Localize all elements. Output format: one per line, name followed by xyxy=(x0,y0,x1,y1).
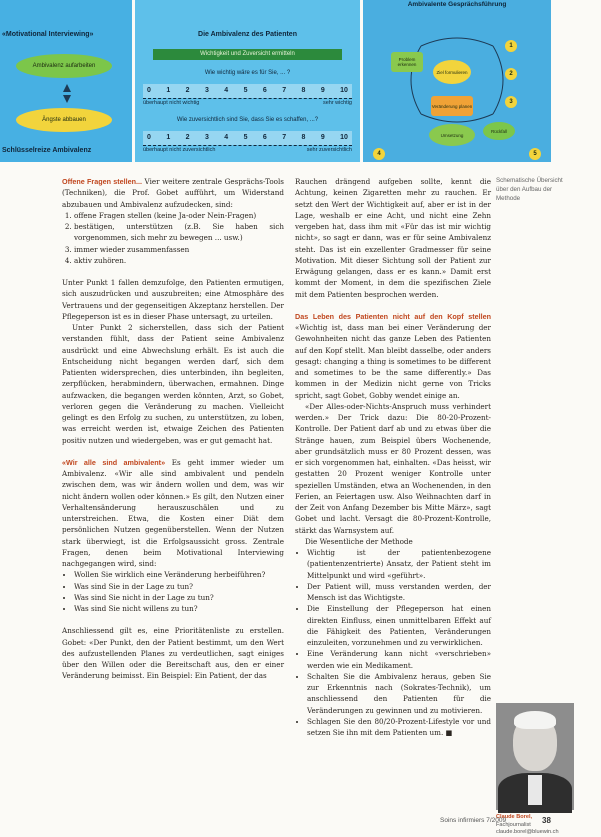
list-item: • Schalten Sie die Ambivalenz heraus, geben Sie zur Erkenntnis nach (Sokrates-Technik), um anschliessend den Patienten für die Veränderungen zu gewinnen und zu motivieren. xyxy=(307,671,491,716)
scale-number: 1 xyxy=(166,134,171,141)
scale-number: 10 xyxy=(340,87,348,94)
list-item: • Der Patient will, muss verstanden werden, der Mensch ist das Wichtigste. xyxy=(307,581,491,604)
author-role: Fachjournalist xyxy=(496,821,531,828)
list-item: • Was sind Sie nicht willens zu tun? xyxy=(74,603,284,614)
scale-number: 3 xyxy=(204,87,209,94)
paragraph: Unter Punkt 1 fallen demzufolge, den Patienten ermutigen, sich auszudrücken und auszubreiten; eine Atmosphäre des Vertrauens und der gegenseitigen Akzeptanz herstellen. Der Pflegeperson ist es in dieser Phase untersagt, zu urteilen. xyxy=(62,278,284,321)
scale-high-label: sehr zuversichtlich xyxy=(306,147,352,153)
scale-number: 4 xyxy=(224,87,229,94)
process-box: Problem erkennen xyxy=(391,52,423,72)
scale-number: 9 xyxy=(320,134,325,141)
process-box: Veränderung planen xyxy=(431,96,473,116)
list-item: 3. immer wieder zusammenfassen xyxy=(74,244,284,255)
paragraph xyxy=(62,176,284,210)
list-item: • Was sind Sie nicht in der Lage zu tun? xyxy=(74,592,284,603)
paragraph: «Der Alles-oder-Nichts-Anspruch muss verhindert werden.» Der Trick dazu: Die 80-20-Prozent-Kontrolle. Der Patient darf ab und zu etwas über die Stränge hauen, zum Beispiel übers Wochenende, aber grundsätzlich muss er 80 Prozent dessen, was er sich vorgenommen hat, einhalten. «Das heisst, wir gestatten 20 Prozent weniger Kontrolle unter speziellen Umständen, etwa an Wochenenden, in den Ferien, an Feiertagen usw. Also Weihnachten darf in der Zeit von Anfang Dezember bis Mitte März», sagt Gobet und lacht. Versagt die 80-Prozent-Kontrolle, stärkt das Warnsystem auf. xyxy=(295,401,491,535)
scale-number: 10 xyxy=(340,134,348,141)
list-item: 2. bestätigen, unterstützen (z.B. Sie haben sich vorgenommen, sich mehr zu bewegen ... usw.) xyxy=(74,221,284,244)
article-column-right xyxy=(295,176,491,738)
scale-number: 4 xyxy=(224,134,229,141)
oval-ambivalence: Ambivalenz aufarbeiten xyxy=(16,54,112,78)
step-number: 1 xyxy=(505,40,517,52)
author-email: claude.borel@bluewin.ch xyxy=(496,829,559,835)
scale-line xyxy=(143,98,352,99)
list-item: 4. aktiv zuhören. xyxy=(74,255,284,266)
figure-process-cycle xyxy=(363,0,551,162)
scale-number: 7 xyxy=(282,87,287,94)
scale-number: 8 xyxy=(301,87,306,94)
section-heading: «Wir alle sind ambivalent» xyxy=(62,457,166,467)
author-bio xyxy=(496,814,586,837)
scale-number: 5 xyxy=(243,87,248,94)
figure-title: Die Ambivalenz des Patienten xyxy=(198,31,297,38)
figure-ambivalence-scale xyxy=(135,0,360,162)
scale-ends xyxy=(143,147,352,153)
paragraph-text: «Wichtig ist, dass man bei einer Veränderung der Gewohnheiten nicht das ganze Leben des Patienten auf den Kopf stellt. Man bleibt dasselbe, oder anders gesagt: changing a thing is sometimes to be different and sometimes to be the same differently.» Das kommen in der Medizin nicht gerne von Tricks spricht, sagt Gobet, Gobby wendet einige an. xyxy=(295,323,491,400)
paragraph: Unter Punkt 2 sicherstellen, dass sich der Patient verstanden fühlt, dass der Patient seine Ambivalenz ausdrückt und eine Abwechslung erhält. Es ist auch die Entscheidung nicht begangen werden darf, sich dem Patienten widersprechen, dies unterbinden, ihn begleiten, zerpflücken, herabmindern, überwachen, ermahnen. Dinge aufzwacken, die begangen werden könnten, Arzt, so Gobet, verloren gegen die Veränderung zu machen. Vielleicht gelingt es den Erfolg zu suchen, zu unterstützen, zu loben, was erreicht werden ist, etwaige Zeichen des Patienten positiv nutzen und wiedergeben, was er gut gemacht hat. xyxy=(62,323,284,445)
paragraph: Anschliessend gilt es, eine Prioritätenliste zu erstellen. Gobet: «Der Punkt, den der Patient bestimmt, um den Wert des aufzustellenden Planes zu verdeutlichen, sagt einiges über den Willen oder die Bereitschaft aus, den er einer Veränderung beimisst. Ein Beispiel: Ein Patient, der das xyxy=(62,626,284,681)
author-name: Claude Borel, xyxy=(496,814,533,820)
paragraph-text: Es geht immer wieder um Ambivalenz. «Wir alle sind ambivalent und pendeln zwischen dem, was wir ändern wollen und dem, was wir nicht ändern wollen oder können.» Es gilt, den Nutzen einer Verhaltensänderung herauszuschälen und zu unterstreichen. Etwa, die Kosten einer Diät dem persönlichen Nutzen gegenüberstellen. Wenn der Nutzen stark überwiegt, ist die Erfolgsaussicht gross. Zentrale Fragen, denen beim Motivational Interviewing nachgegangen wird, sind: xyxy=(62,457,284,568)
list-item: • Was sind Sie in der Lage zu tun? xyxy=(74,581,284,592)
arrow-up-icon xyxy=(63,84,71,92)
step-number: 3 xyxy=(505,96,517,108)
question-confidence: Wie zuversichtlich sind Sie, dass Sie es schaffen, ...? xyxy=(176,117,319,123)
process-box: Umsetzung xyxy=(429,124,475,146)
list-item: 1. offene Fragen stellen (keine Ja-oder Nein-Fragen) xyxy=(74,210,284,221)
scale-number: 0 xyxy=(147,134,151,141)
list-item: • Eine Veränderung kann nicht «verschrieben» werden wie ein Medikament. xyxy=(307,648,491,671)
question-list xyxy=(62,569,284,614)
question-importance: Wie wichtig wäre es für Sie, ... ? xyxy=(204,70,291,76)
step-number: 5 xyxy=(529,148,541,160)
scale-number: 8 xyxy=(301,134,306,141)
scale-number: 2 xyxy=(185,134,190,141)
step-number: 2 xyxy=(505,68,517,80)
process-box: Ziel formulieren xyxy=(433,60,471,84)
list-item: • Wichtig ist der patientenbezogene (patientenzentrierte) Ansatz, der Patient steht im Mittelpunkt und wird «geführt». xyxy=(307,547,491,581)
scale-line xyxy=(143,145,352,146)
step-number: 4 xyxy=(373,148,385,160)
paragraph xyxy=(295,311,491,401)
oval-fears: Ängste abbauen xyxy=(16,108,112,132)
scale-confidence xyxy=(143,131,352,145)
scale-number: 1 xyxy=(166,87,171,94)
list-item: • Die Einstellung der Pflegeperson hat einen direkten Einfluss, einen unmittelbaren Effekt auf die Fähigkeit des Patienten, Veränderungen einzuleiten, vorzunehmen und zu verwirklichen. xyxy=(307,603,491,648)
scale-number: 3 xyxy=(204,134,209,141)
figure-motivational-interviewing xyxy=(0,0,132,162)
magazine-footer: Soins infirmiers 7/2009 xyxy=(440,817,507,824)
green-bar: Wichtigkeit und Zuversicht ermitteln xyxy=(153,49,342,60)
scale-importance xyxy=(143,84,352,98)
process-box: Rückfall xyxy=(483,122,515,140)
scale-number: 2 xyxy=(185,87,190,94)
figure-title: «Motivational Interviewing» xyxy=(2,31,94,38)
scale-number: 7 xyxy=(282,134,287,141)
list-item: • Wollen Sie wirklich eine Veränderung herbeiführen? xyxy=(74,569,284,580)
scale-low-label: überhaupt nicht wichtig xyxy=(143,100,200,106)
paragraph: Rauchen drängend aufgeben sollte, kennt die Achtung, keinen Zigaretten mehr zu rauchen. Er setzt den Wert der Wichtigkeit auf, aber er ist in der Lage, weshalb er eine Acht, und nicht eine Zehn vergeben hat, dass ihm mit «Für das ist mir wichtig nicht», so sagt er dann, was er für seine Ambivalenz steht. Das ist ein exzellenter Gradmesser für seine Motivation. Mit dieser Sichtung soll der Patient zur Erwägung gelangen, dass er es kann.» Damit erst kommt der Moment, in dem die spezifischen Ziele mit dem Patienten besprochen werden. xyxy=(295,177,491,299)
page-number: 38 xyxy=(542,816,551,825)
paragraph-text: Vier weitere zentrale Gesprächs-Tools (Techniken), die Prof. Gobet aufführt, um Widerstand abzubauen und Ambivalenz aufzudecken, sind: xyxy=(62,177,284,209)
section-heading: Das Leben des Patienten nicht auf den Kopf stellen xyxy=(295,311,491,321)
scale-ends xyxy=(143,100,352,106)
arrow-down-icon xyxy=(63,95,71,103)
method-list xyxy=(295,547,491,738)
scale-number: 9 xyxy=(320,87,325,94)
list-item: • Schlagen Sie den 80/20-Prozent-Lifestyle vor und setzen Sie ihn mit dem Patienten um. ■ xyxy=(307,716,491,739)
scale-low-label: überhaupt nicht zuversichtlich xyxy=(143,147,216,153)
scale-number: 6 xyxy=(262,134,267,141)
article-column-left xyxy=(62,176,284,682)
paragraph xyxy=(62,457,284,570)
figure-title: Ambivalente Gesprächsführung xyxy=(407,1,507,8)
scale-high-label: sehr wichtig xyxy=(322,100,352,106)
figure-caption: Schematische Übersicht über den Aufbau der Methode xyxy=(496,177,563,202)
section-heading: Offene Fragen stellen... xyxy=(62,177,142,186)
scale-number: 6 xyxy=(262,87,267,94)
author-photo xyxy=(496,703,574,810)
scale-number: 5 xyxy=(243,134,248,141)
technique-list xyxy=(62,210,284,266)
scale-number: 0 xyxy=(147,87,151,94)
figure-footer: Schlüsselreize Ambivalenz xyxy=(2,147,92,154)
paragraph: Die Wesentliche der Methode xyxy=(305,536,413,546)
